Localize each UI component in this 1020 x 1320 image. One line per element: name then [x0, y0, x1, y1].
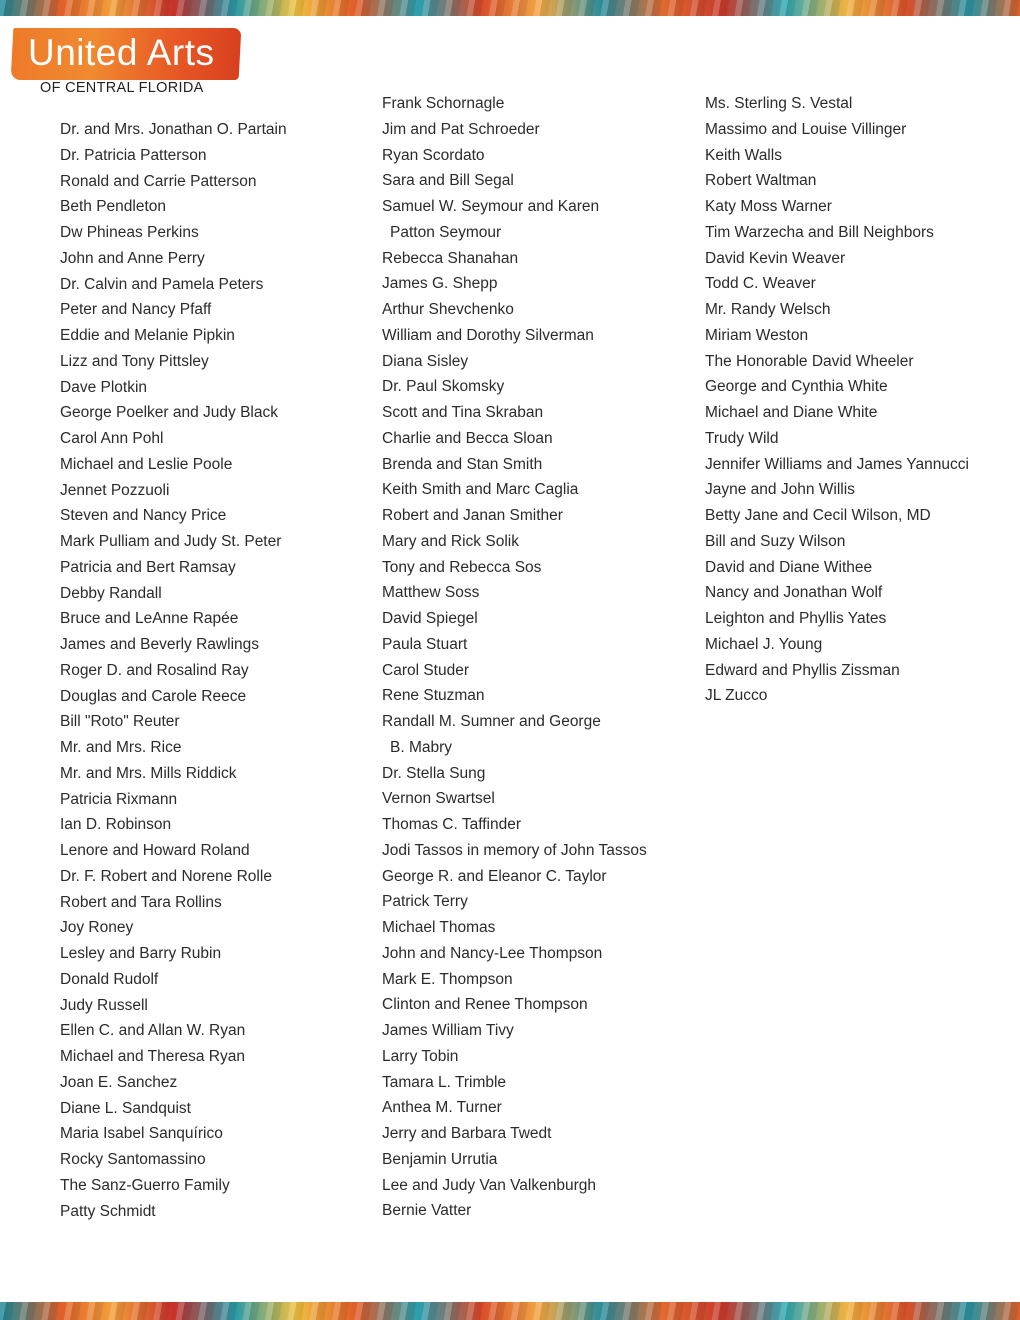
donor-name: The Sanz-Guerro Family	[60, 1176, 230, 1194]
donor-name: Dr. Paul Skomsky	[382, 378, 505, 396]
donor-name: Michael and Leslie Poole	[60, 455, 233, 473]
donor-name: Douglas and Carole Reece	[60, 687, 247, 705]
donor-name: Ryan Scordato	[382, 146, 485, 164]
donor-name: Dr. F. Robert and Norene Rolle	[60, 867, 272, 885]
donor-name: Dr. and Mrs. Jonathan O. Partain	[60, 121, 287, 138]
donor-name: Dr. Stella Sung	[382, 764, 486, 782]
donor-name: Paula Stuart	[382, 635, 468, 653]
donor-name: Lizz and Tony Pittsley	[60, 352, 209, 370]
donor-name: Randall M. Sumner and George	[382, 713, 601, 730]
donor-name: Mr. Randy Welsch	[705, 301, 831, 318]
decorative-paint-band-bottom	[0, 1302, 1020, 1320]
donor-name: James G. Shepp	[382, 275, 498, 293]
donor-column-2	[382, 91, 647, 1224]
donor-name: David Kevin Weaver	[705, 249, 846, 267]
donor-name: Keith Walls	[705, 146, 782, 164]
donor-name: Frank Schornagle	[382, 95, 505, 112]
donor-name: Larry Tobin	[382, 1047, 459, 1065]
donor-name: Lesley and Barry Rubin	[60, 945, 222, 962]
donor-name: Jennifer Williams and James Yannucci	[705, 455, 969, 473]
donor-name: George R. and Eleanor C. Taylor	[382, 867, 607, 885]
donor-name: Katy Moss Warner	[705, 198, 832, 215]
logo-title: United Arts	[28, 32, 215, 73]
donor-name: James and Beverly Rawlings	[60, 636, 260, 653]
donor-name: Patty Schmidt	[60, 1202, 156, 1220]
donor-name: Bruce and LeAnne Rapée	[60, 610, 239, 628]
donor-name: Michael and Diane White	[705, 404, 878, 421]
donor-name: The Honorable David Wheeler	[705, 352, 914, 370]
donor-name: Michael Thomas	[382, 919, 496, 936]
donor-name: Matthew Soss	[382, 584, 480, 602]
donor-name: Robert Waltman	[705, 172, 817, 190]
donor-name: Lee and Judy Van Valkenburgh	[382, 1176, 597, 1194]
donor-name: George Poelker and Judy Black	[60, 404, 278, 422]
donor-name: Ian D. Robinson	[60, 816, 172, 834]
united-arts-logo	[12, 24, 244, 100]
donor-name: John and Anne Perry	[60, 249, 205, 267]
donor-name: Carol Studer	[382, 661, 470, 679]
donor-name: Diana Sisley	[382, 352, 469, 370]
donor-name: Roger D. and Rosalind Ray	[60, 661, 249, 679]
donor-name: Beth Pendleton	[60, 198, 167, 216]
donor-name: Dave Plotkin	[60, 378, 148, 396]
donor-name: Jennet Pozzuoli	[60, 481, 170, 499]
donor-name: Jerry and Barbara Twedt	[382, 1125, 552, 1142]
donor-name: Eddie and Melanie Pipkin	[60, 327, 235, 344]
donor-name: Tamara L. Trimble	[382, 1073, 507, 1091]
donor-name: Carol Ann Pohl	[60, 430, 164, 447]
donor-name: Scott and Tina Skraban	[382, 404, 544, 421]
donor-name: John and Nancy-Lee Thompson	[382, 944, 603, 962]
donor-name: Rocky Santomassino	[60, 1151, 206, 1168]
donor-name: Edward and Phyllis Zissman	[705, 661, 900, 679]
donor-column-1	[60, 117, 287, 1224]
donor-name: Rebecca Shanahan	[382, 249, 519, 267]
donor-name: Bill and Suzy Wilson	[705, 532, 846, 550]
donor-name: James William Tivy	[382, 1022, 514, 1039]
donor-name: Jim and Pat Schroeder	[382, 120, 540, 138]
donor-name: Trudy Wild	[705, 429, 779, 447]
donor-column-3	[705, 91, 969, 709]
donor-name: Patton Seymour	[390, 223, 502, 241]
donor-name: Robert and Janan Smither	[382, 507, 563, 524]
donor-name: Benjamin Urrutia	[382, 1150, 498, 1168]
donor-name: Donald Rudolf	[60, 970, 159, 988]
donor-name: Patricia and Bert Ramsay	[60, 558, 236, 576]
donor-name: Charlie and Becca Sloan	[382, 429, 553, 447]
donor-name: Ronald and Carrie Patterson	[60, 172, 257, 190]
donor-name: David and Diane Withee	[705, 558, 873, 576]
donor-name: Clinton and Renee Thompson	[382, 996, 588, 1014]
donor-name: Patricia Rixmann	[60, 790, 178, 808]
donor-name: William and Dorothy Silverman	[382, 326, 594, 344]
donor-name: Jodi Tassos in memory of John Tassos	[382, 841, 647, 859]
donor-name: Lenore and Howard Roland	[60, 842, 250, 859]
donor-name: Jayne and John Willis	[705, 481, 855, 499]
donor-name: Sara and Bill Segal	[382, 172, 514, 190]
donor-name: Joy Roney	[60, 919, 134, 937]
donor-name: Bernie Vatter	[382, 1202, 472, 1220]
donor-name: Massimo and Louise Villinger	[705, 120, 907, 138]
donor-name: Keith Smith and Marc Caglia	[382, 481, 579, 499]
donor-name: Michael and Theresa Ryan	[60, 1048, 245, 1065]
donor-name: JL Zucco	[705, 687, 768, 705]
donor-name: Betty Jane and Cecil Wilson, MD	[705, 507, 931, 524]
donor-name: Michael J. Young	[705, 635, 823, 653]
donor-name: Mark E. Thompson	[382, 970, 513, 988]
donor-name: Steven and Nancy Price	[60, 507, 227, 525]
donor-name: George and Cynthia White	[705, 378, 888, 396]
donor-name: Judy Russell	[60, 996, 148, 1014]
donor-name: Patrick Terry	[382, 893, 468, 911]
donor-name: Dw Phineas Perkins	[60, 224, 199, 241]
donor-name: Rene Stuzman	[382, 687, 485, 705]
donor-name: Maria Isabel Sanquírico	[60, 1125, 223, 1143]
donor-name: Dr. Calvin and Pamela Peters	[60, 275, 264, 293]
donor-name: Joan E. Sanchez	[60, 1073, 178, 1091]
donor-name: Ellen C. and Allan W. Ryan	[60, 1022, 246, 1040]
donor-name: Arthur Shevchenko	[382, 301, 514, 318]
donor-name: Brenda and Stan Smith	[382, 455, 543, 473]
donor-name: Mark Pulliam and Judy St. Peter	[60, 533, 282, 550]
donor-name: Dr. Patricia Patterson	[60, 146, 207, 164]
donor-name: Tony and Rebecca Sos	[382, 558, 542, 576]
donor-name: Debby Randall	[60, 584, 162, 602]
donor-name: Robert and Tara Rollins	[60, 893, 222, 911]
donor-name: Samuel W. Seymour and Karen	[382, 198, 600, 215]
donor-name: Tim Warzecha and Bill Neighbors	[705, 223, 934, 241]
donor-name: Vernon Swartsel	[382, 790, 495, 808]
donor-name: David Spiegel	[382, 610, 478, 627]
donor-name: Peter and Nancy Pfaff	[60, 301, 212, 319]
donor-name: Nancy and Jonathan Wolf	[705, 584, 883, 602]
donor-name: Miriam Weston	[705, 326, 809, 344]
donor-name: Mr. and Mrs. Rice	[60, 739, 182, 756]
donor-name: Bill "Roto" Reuter	[60, 713, 180, 731]
donor-name: Thomas C. Taffinder	[382, 816, 521, 833]
donor-name: Leighton and Phyllis Yates	[705, 610, 887, 627]
decorative-paint-band-top	[0, 0, 1020, 16]
donor-name: Anthea M. Turner	[382, 1099, 502, 1117]
donor-name: B. Mabry	[390, 738, 453, 756]
donor-name: Mr. and Mrs. Mills Riddick	[60, 764, 237, 782]
logo-subtitle: OF CENTRAL FLORIDA	[40, 80, 204, 96]
donor-name: Todd C. Weaver	[705, 275, 816, 293]
donor-name: Diane L. Sandquist	[60, 1099, 191, 1117]
donor-name: Mary and Rick Solik	[382, 532, 519, 550]
donor-name: Ms. Sterling S. Vestal	[705, 95, 853, 112]
